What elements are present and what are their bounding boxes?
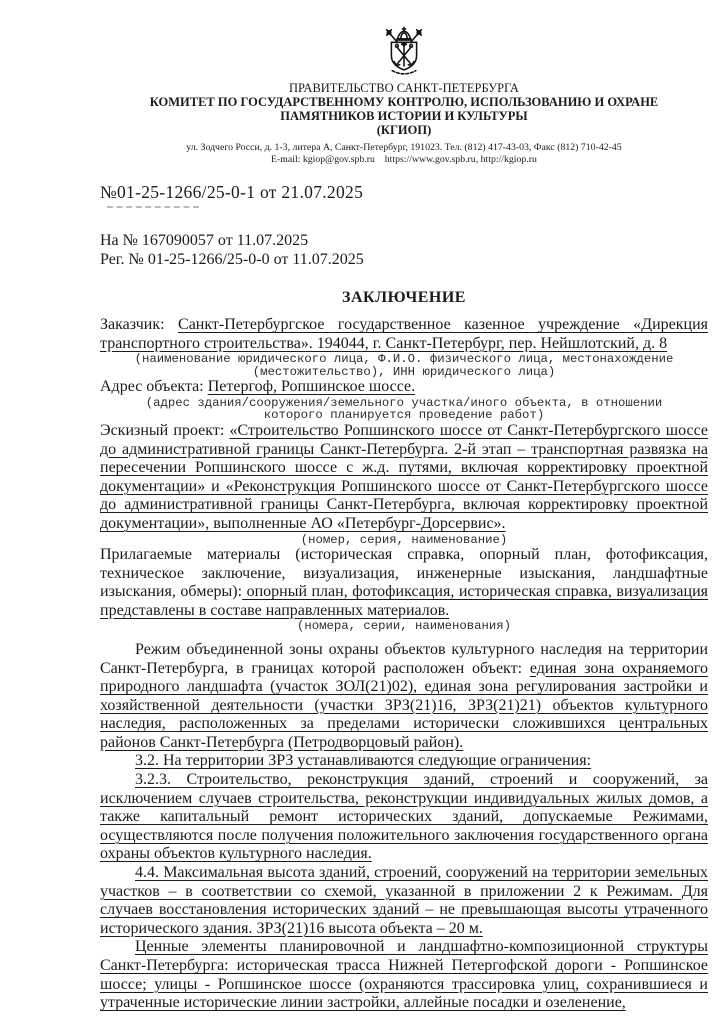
field-customer-label: Заказчик:	[100, 316, 165, 334]
field-customer	[100, 316, 708, 353]
note-line: (номера, серии, наименования)	[296, 619, 511, 634]
field-object-address-value: Петергоф, Ропшинское шоссе.	[207, 378, 416, 396]
header-committee-line2: ПАМЯТНИКОВ ИСТОРИИ И КУЛЬТУРЫ	[280, 109, 528, 123]
para-4-4: 4.4. Максимальная высота зданий, строений, сооружений на территории земельных участков – в соответствии со схемой, указанной в приложении 2 к Режимам. Для случаев восстановления исторических зданий – не превышающая высоты утраченного исторического здания. ЗРЗ(21)16 высота объекта – 20 м.	[100, 864, 708, 937]
doc-title: ЗАКЛЮЧЕНИЕ	[342, 289, 466, 307]
header-government: ПРАВИТЕЛЬСТВО САНКТ-ПЕТЕРБУРГА	[289, 81, 519, 95]
ref-incoming: На № 167090057 от 11.07.2025	[100, 232, 309, 249]
para-valuable: Ценные элементы планировочной и ландшафтно-композиционной структуры Санкт-Петербурга: историческая трасса Нижней Петергофской дороги - Ропшинское шоссе; улицы - Ропшинское шоссе (охраняются трассировка улиц, сохранившиеся и утраченные исторические линии застройки, аллейные посадки и озеленение,	[100, 938, 708, 1012]
field-customer-note	[100, 353, 708, 378]
header-committee-line1: КОМИТЕТ ПО ГОСУДАРСТВЕННОМУ КОНТРОЛЮ, ИСПОЛЬЗОВАНИЮ И ОХРАНЕ	[149, 95, 659, 109]
field-customer-value: Санкт-Петербургское государственное казенное учреждение «Дирекция транспортного строительства». 194044, г. Санкт-Петербург, пер. Нейшлотский, д. 8	[100, 316, 709, 352]
letterhead	[100, 0, 708, 165]
doc-number-line: №01-25-1266/25-0-1 от 21.07.2025	[100, 182, 364, 202]
header-address-line: ул. Зодчего Росси, д. 1-3, литера А, Санкт-Петербург, 191023. Тел. (812) 417-43-03, Факс (812) 710-42-45	[186, 142, 622, 153]
note-line: (местожительство), ИНН юридического лица)	[252, 364, 556, 379]
field-sketch-project	[100, 422, 708, 534]
ref-registered: Рег. № 01-25-1266/25-0-0 от 11.07.2025	[100, 250, 364, 268]
note-line: (номер, серия, наименование)	[300, 532, 508, 547]
conclusion-body	[100, 641, 708, 1013]
field-object-address-note	[100, 397, 708, 422]
spb-coat-of-arms-icon	[377, 25, 431, 77]
para-regime-intro: Режим объединенной зоны охраны объектов культурного наследия на территории Санкт-Петербурга, в границах которой расположен объект:	[100, 640, 708, 677]
field-materials-label: Прилагаемые материалы (историческая справка, опорный план, фотофиксация, техническое заключение, визуализация, инженерные изыскания, ландшафтные изыскания, обмеры):	[100, 546, 708, 601]
note-line: (адрес здания/сооружения/земельного участка/иного объекта, в отношении	[145, 395, 663, 410]
reference-block	[100, 232, 708, 269]
field-materials-note	[100, 620, 708, 633]
scan-artifact-dashes	[107, 206, 199, 208]
note-line: (наименование юридического лица, Ф.И.О. физического лица, местонахождение	[134, 352, 674, 367]
header-contacts-line: E-mail: kgiop@gov.spb.ru https://www.gov.spb.ru, http://kgiop.ru	[271, 153, 537, 165]
para-regime-value: единая зона охраняемого природного ландшафта (участок ЗОЛ(21)02), единая зона регулирования застройки и хозяйственной деятельности (участки ЗРЗ(21)16, ЗРЗ(21)21) объектов культурного наследия, расположенных за пределами исторически сложившихся центральных районов Санкт-Петербурга (Петродворцовый район).	[100, 659, 709, 751]
note-line: которого планируется проведение работ)	[263, 408, 545, 423]
field-sketch-project-label: Эскизный проект:	[100, 421, 225, 439]
field-object-address	[100, 378, 708, 397]
para-regime	[100, 641, 708, 753]
field-sketch-project-value: «Строительство Ропшинского шоссе от Санкт-Петербургского шоссе до административной границы Санкт-Петербурга. 2-й этап – транспортная развязка на пересечении Ропшинского шоссе с ж.д. путями, включая корректировку проектной документации» и «Реконструкция Ропшинского шоссе от Санкт-Петербургского шоссе до административной границы Санкт-Петербурга, включая корректировку проектной документации», выполненные АО «Петербург-Дорсервис».	[100, 421, 708, 532]
field-materials	[100, 546, 708, 620]
header-abbreviation: (КГИОП)	[376, 123, 432, 137]
para-3-2: 3.2. На территории ЗРЗ устанавливаются следующие ограничения:	[135, 752, 592, 770]
para-3-2-3: 3.2.3. Строительство, реконструкция зданий, строений и сооружений, за исключением случаев строительства, реконструкции индивидуальных жилых домов, а также капитальный ремонт исторических зданий, допускаемые Режимами, осуществляются после получения положительного заключения государственного органа охраны объектов культурного наследия.	[100, 771, 708, 863]
field-object-address-label: Адрес объекта:	[100, 378, 204, 396]
field-materials-value: опорный план, фотофиксация, историческая справка, визуализация представлены в составе направленных материалов.	[100, 583, 708, 619]
field-sketch-project-note	[100, 534, 708, 547]
